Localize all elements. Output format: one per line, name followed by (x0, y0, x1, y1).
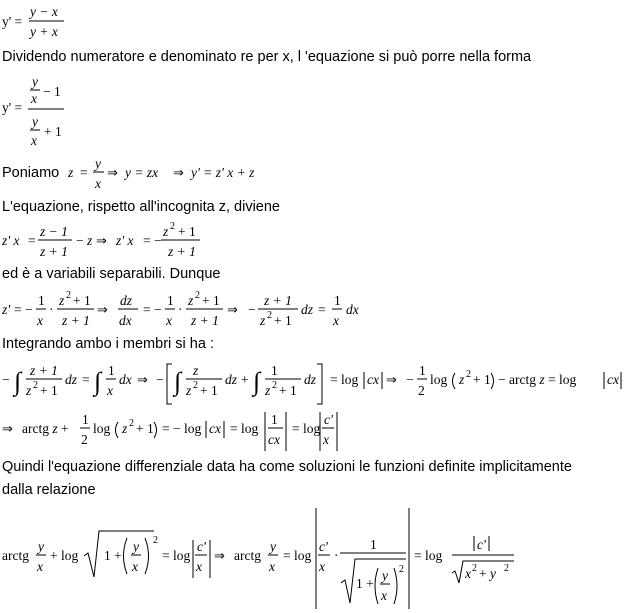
svg-text:y: y (32, 74, 38, 89)
svg-text:−: − (406, 372, 414, 387)
svg-text:1: 1 (271, 363, 278, 378)
svg-text:z − 1: z − 1 (40, 224, 68, 239)
svg-text:x: x (31, 133, 37, 148)
svg-text:⇒: ⇒ (173, 166, 184, 181)
svg-text:2: 2 (466, 369, 471, 380)
separable-text: ed è a variabili separabili. Dunque (2, 266, 221, 282)
svg-text:= log: = log (283, 548, 312, 563)
conclusion-text: Quindi l'equazione differenziale data ha come soluzioni le funzioni definite implicitamente (2, 459, 572, 475)
svg-text:+ 1: + 1 (200, 383, 218, 398)
svg-text:∫: ∫ (14, 367, 22, 396)
svg-text:⇒: ⇒ (107, 166, 118, 181)
svg-text:+ y: + y (479, 566, 496, 581)
equation-8 (2, 508, 514, 609)
svg-text:2: 2 (129, 418, 134, 429)
svg-text:= log: = log (330, 372, 359, 387)
svg-text:log: log (430, 372, 448, 387)
svg-text:=: = (318, 302, 326, 317)
svg-text:y: y (270, 539, 276, 554)
svg-text:2: 2 (66, 290, 71, 301)
svg-text:y − x: y − x (30, 4, 58, 19)
svg-text:dz: dz (225, 372, 238, 387)
svg-text:− 1: − 1 (43, 84, 61, 99)
svg-text:1: 1 (271, 412, 278, 427)
svg-text:2: 2 (193, 380, 198, 391)
svg-text:−: − (248, 302, 256, 317)
svg-text:− z: − z (76, 233, 93, 248)
svg-text:1 +: 1 + (356, 576, 374, 591)
svg-text:=: = (80, 165, 88, 180)
equation-7 (2, 412, 337, 451)
svg-text:y' =: y' = (2, 100, 23, 115)
svg-text:y: y (133, 539, 139, 554)
svg-text:=: = (82, 372, 90, 387)
svg-text:c': c' (319, 539, 328, 554)
svg-text:z + 1: z + 1 (30, 363, 58, 378)
svg-text:⇒: ⇒ (137, 373, 148, 388)
svg-text:+ 1: + 1 (279, 383, 297, 398)
svg-text:= log: = log (230, 421, 259, 436)
svg-text:z + 1: z + 1 (40, 244, 68, 259)
svg-text:2: 2 (170, 221, 175, 232)
svg-text:+ 1: + 1 (40, 383, 58, 398)
svg-text:arctg z +: arctg z + (22, 421, 69, 436)
svg-text:z: z (265, 383, 271, 398)
svg-text:c': c' (197, 539, 206, 554)
svg-text:y: y (38, 539, 44, 554)
svg-text:z + 1: z + 1 (264, 293, 292, 308)
svg-text:z: z (68, 165, 74, 180)
svg-text:1: 1 (370, 537, 377, 552)
svg-text:x: x (37, 313, 43, 328)
svg-text:x: x (333, 313, 339, 328)
svg-text:1: 1 (334, 293, 341, 308)
svg-text:x: x (319, 559, 325, 574)
svg-text:z + 1: z + 1 (191, 313, 219, 328)
svg-text:cx: cx (209, 421, 221, 436)
svg-text:x: x (95, 176, 101, 191)
svg-text:+ 1: + 1 (178, 224, 196, 239)
svg-text:1: 1 (108, 363, 115, 378)
svg-text:= − log: = − log (162, 421, 202, 436)
svg-text:dz: dz (304, 372, 317, 387)
svg-text:=: = (28, 233, 36, 248)
svg-text:1: 1 (167, 293, 174, 308)
svg-text:∫: ∫ (94, 367, 102, 396)
svg-text:⇒: ⇒ (214, 549, 225, 564)
svg-text:∫: ∫ (253, 367, 261, 396)
svg-text:z + 1: z + 1 (168, 244, 196, 259)
svg-text:1: 1 (419, 363, 426, 378)
svg-text:−: − (156, 372, 164, 387)
svg-text:1: 1 (82, 412, 89, 427)
svg-text:= log: = log (292, 421, 321, 436)
svg-text:+ 1: + 1 (136, 421, 154, 436)
svg-text:− arctg z = log: − arctg z = log (498, 372, 577, 387)
svg-text:arctg: arctg (234, 548, 261, 563)
svg-text:x: x (196, 559, 202, 574)
poniamo-label: Poniamo (2, 165, 60, 181)
svg-text:z: z (26, 383, 32, 398)
integration-text: Integrando ambo i membri si ha : (2, 336, 214, 352)
svg-text:⇒: ⇒ (2, 422, 13, 437)
svg-text:x: x (381, 588, 387, 603)
svg-text:+ 1: + 1 (473, 372, 491, 387)
svg-text:2: 2 (418, 383, 425, 398)
svg-text:c': c' (324, 412, 333, 427)
svg-text:+ 1: + 1 (73, 293, 91, 308)
svg-text:z: z (260, 313, 266, 328)
svg-text:x: x (465, 566, 471, 581)
svg-text:x: x (37, 559, 43, 574)
svg-text:2: 2 (153, 535, 158, 546)
svg-text:2: 2 (33, 380, 38, 391)
svg-text:cx: cx (367, 372, 379, 387)
svg-text:y' = z' x + z: y' = z' x + z (191, 165, 255, 180)
svg-text:·: · (334, 548, 339, 563)
intro-text: Dividendo numeratore e denominato re per x, l 'equazione si può porre nella forma (2, 49, 532, 65)
svg-text:z: z (122, 421, 128, 436)
svg-text:+: + (241, 372, 249, 387)
svg-text:x: x (166, 313, 172, 328)
svg-text:2: 2 (272, 380, 277, 391)
svg-text:z' x: z' x (116, 233, 134, 248)
svg-text:dz: dz (120, 293, 133, 308)
svg-text:z': z' (2, 302, 11, 317)
svg-text:x: x (31, 91, 37, 106)
svg-text:2: 2 (504, 563, 509, 574)
svg-text:y: y (382, 568, 388, 583)
svg-text:z: z (459, 372, 465, 387)
svg-text:dz: dz (65, 372, 78, 387)
svg-text:y = zx: y = zx (125, 165, 159, 180)
svg-text:⇒: ⇒ (97, 303, 108, 318)
svg-text:+ 1: + 1 (274, 313, 292, 328)
svg-text:1: 1 (38, 293, 45, 308)
svg-text:z: z (163, 224, 169, 239)
svg-text:z' x: z' x (2, 233, 20, 248)
svg-text:−: − (2, 372, 10, 387)
svg-text:+ log: + log (50, 548, 79, 563)
svg-text:x: x (132, 559, 138, 574)
svg-text:z: z (188, 293, 194, 308)
svg-text:= log: = log (162, 548, 191, 563)
svg-text:= log: = log (414, 548, 443, 563)
svg-text:z: z (186, 383, 192, 398)
svg-text:x: x (269, 559, 275, 574)
svg-text:∫: ∫ (174, 367, 182, 396)
svg-text:·: · (178, 302, 183, 317)
svg-text:dx: dx (119, 372, 132, 387)
svg-text:= −: = − (14, 302, 33, 317)
svg-text:y' =: y' = (2, 14, 23, 29)
equation-1 (2, 4, 64, 39)
svg-text:⇒: ⇒ (386, 373, 397, 388)
svg-text:dx: dx (119, 313, 132, 328)
svg-text:y: y (32, 114, 38, 129)
svg-text:arctg: arctg (2, 548, 29, 563)
svg-text:y + x: y + x (30, 24, 58, 39)
svg-text:x: x (323, 432, 329, 447)
equation-5 (1, 290, 359, 328)
svg-text:dz: dz (301, 302, 314, 317)
svg-text:log: log (93, 421, 111, 436)
equation-2 (2, 74, 64, 148)
svg-text:= −: = − (143, 302, 162, 317)
equation-intro-text: L'equazione, rispetto all'incognita z, diviene (2, 199, 280, 215)
svg-text:+ 1: + 1 (44, 124, 62, 139)
svg-text:y: y (95, 156, 101, 171)
equation-4 (1, 221, 200, 259)
svg-text:2: 2 (195, 290, 200, 301)
svg-text:cx: cx (268, 432, 280, 447)
svg-text:z: z (193, 363, 199, 378)
svg-text:⇒: ⇒ (96, 234, 107, 249)
equation-3 (67, 156, 255, 191)
svg-text:2: 2 (267, 310, 272, 321)
svg-text:z + 1: z + 1 (62, 313, 90, 328)
equation-6 (2, 363, 621, 404)
svg-text:x: x (107, 383, 113, 398)
svg-text:dx: dx (346, 302, 359, 317)
svg-text:c': c' (477, 537, 486, 552)
svg-text:z: z (59, 293, 65, 308)
svg-text:·: · (49, 302, 54, 317)
svg-text:2: 2 (81, 432, 88, 447)
svg-text:+ 1: + 1 (202, 293, 220, 308)
svg-text:2: 2 (399, 564, 404, 575)
svg-text:= −: = − (143, 233, 162, 248)
relation-text: dalla relazione (2, 482, 96, 498)
svg-text:⇒: ⇒ (227, 303, 238, 318)
svg-text:cx: cx (607, 372, 619, 387)
svg-text:1 +: 1 + (104, 548, 122, 563)
svg-text:2: 2 (472, 563, 477, 574)
